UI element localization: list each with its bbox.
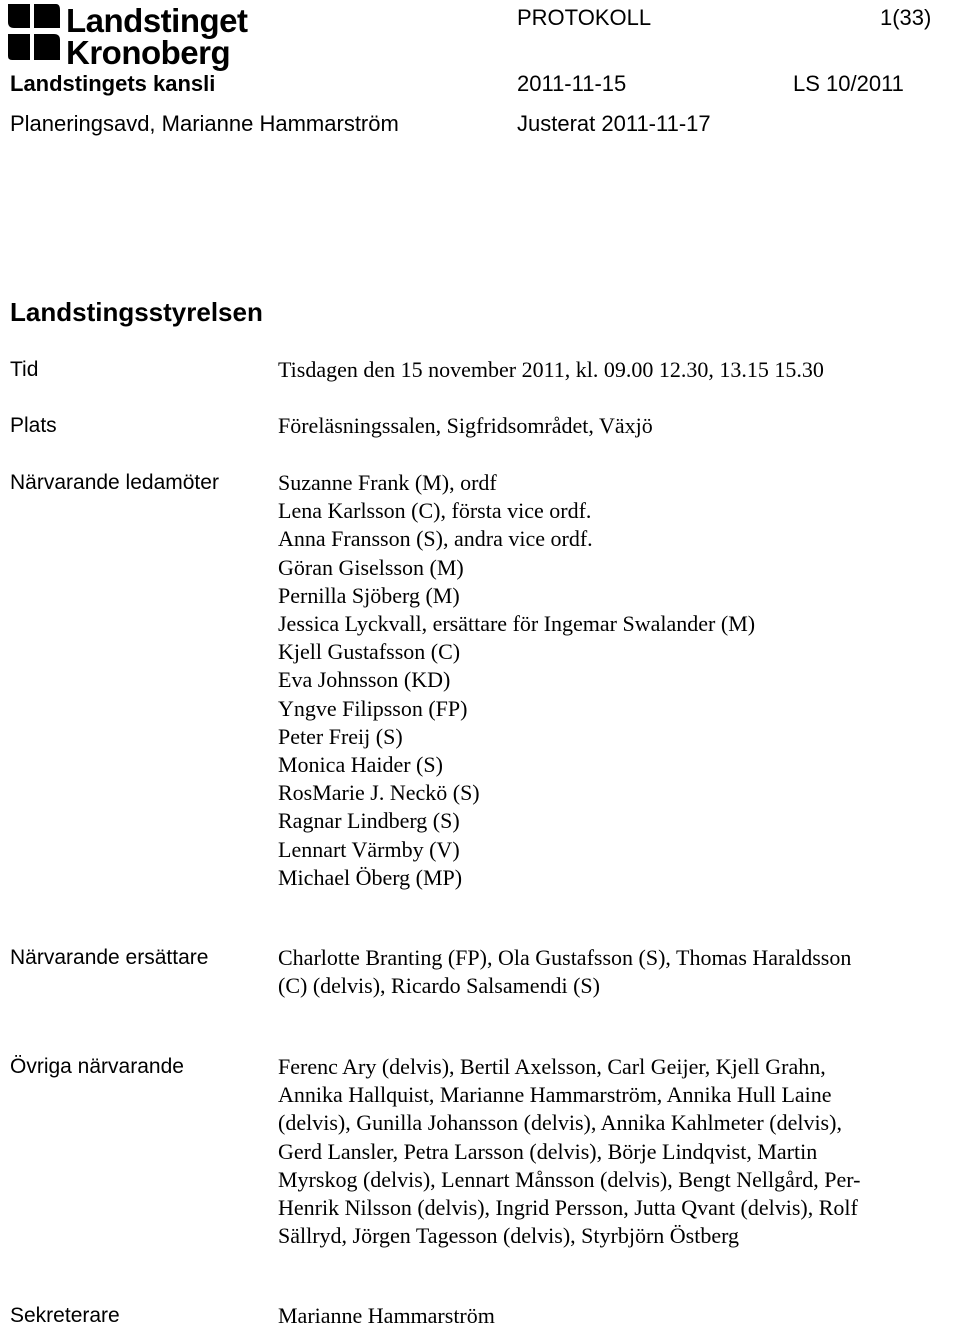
list-item: Göran Giselsson (M) bbox=[278, 554, 464, 580]
secretary-label: Sekreterare bbox=[10, 1304, 120, 1327]
time-value: Tisdagen den 15 november 2011, kl. 09.00 12.30, 13.15 15.30 bbox=[278, 357, 824, 382]
text-line: Ferenc Ary (delvis), Bertil Axelsson, Carl Geijer, Kjell Grahn, bbox=[278, 1054, 826, 1079]
text-line: Charlotte Branting (FP), Ola Gustafsson (S), Thomas Haraldsson bbox=[278, 945, 852, 970]
adjusted-date: Justerat 2011-11-17 bbox=[517, 111, 711, 136]
list-item: Monica Haider (S) bbox=[278, 752, 443, 778]
organization-logo bbox=[4, 2, 256, 70]
text-line: Myrskog (delvis), Lennart Månsson (delvis), Bengt Nellgård, Per- bbox=[278, 1166, 861, 1192]
page-title: Landstingsstyrelsen bbox=[10, 297, 263, 327]
text-line: (delvis), Gunilla Johansson (delvis), Annika Kahlmeter (delvis), bbox=[278, 1110, 842, 1136]
others-list bbox=[278, 1053, 938, 1250]
members-list bbox=[278, 469, 938, 892]
document-type: PROTOKOLL bbox=[517, 5, 652, 30]
list-item: Kjell Gustafsson (C) bbox=[278, 639, 461, 665]
text-line: Annika Hallquist, Marianne Hammarström, Annika Hull Laine bbox=[278, 1082, 832, 1108]
text-line: Henrik Nilsson (delvis), Ingrid Persson, Jutta Qvant (delvis), Rolf bbox=[278, 1195, 858, 1221]
substitutes-list bbox=[278, 944, 938, 1000]
clover-logo-icon bbox=[4, 2, 62, 66]
list-item: RosMarie J. Neckö (S) bbox=[278, 780, 480, 806]
list-item: Pernilla Sjöberg (M) bbox=[278, 582, 460, 608]
list-item: Yngve Filipsson (FP) bbox=[278, 695, 468, 721]
logo-line-1: Landstinget bbox=[66, 2, 248, 39]
document-date: 2011-11-15 bbox=[517, 71, 627, 96]
logo-line-2: Kronoberg bbox=[66, 34, 231, 71]
office-name: Landstingets kansli bbox=[10, 71, 216, 96]
text-line: (C) (delvis), Ricardo Salsamendi (S) bbox=[278, 973, 600, 999]
list-item: Anna Fransson (S), andra vice ordf. bbox=[278, 526, 593, 552]
members-label: Närvarande ledamöter bbox=[10, 471, 219, 494]
place-label: Plats bbox=[10, 414, 57, 437]
list-item: Suzanne Frank (M), ordf bbox=[278, 470, 497, 495]
text-line: Gerd Lansler, Petra Larsson (delvis), Börje Lindqvist, Martin bbox=[278, 1138, 818, 1164]
page-number: 1(33) bbox=[880, 5, 932, 30]
department: Planeringsavd, Marianne Hammarström bbox=[10, 111, 399, 136]
text-line: Sällryd, Jörgen Tagesson (delvis), Styrbjörn Östberg bbox=[278, 1223, 740, 1249]
list-item: Jessica Lyckvall, ersättare för Ingemar Swalander (M) bbox=[278, 611, 756, 637]
list-item: Peter Freij (S) bbox=[278, 723, 403, 749]
list-item: Michael Öberg (MP) bbox=[278, 864, 463, 890]
time-label: Tid bbox=[10, 358, 39, 381]
place-value: Föreläsningssalen, Sigfridsområdet, Växjö bbox=[278, 413, 653, 438]
reference-number: LS 10/2011 bbox=[793, 71, 904, 96]
list-item: Ragnar Lindberg (S) bbox=[278, 808, 460, 834]
secretary-value: Marianne Hammarström bbox=[278, 1303, 495, 1328]
list-item: Eva Johnsson (KD) bbox=[278, 667, 451, 693]
others-label: Övriga närvarande bbox=[10, 1055, 184, 1078]
list-item: Lena Karlsson (C), första vice ordf. bbox=[278, 498, 592, 524]
substitutes-label: Närvarande ersättare bbox=[10, 946, 209, 969]
list-item: Lennart Värmby (V) bbox=[278, 836, 460, 862]
